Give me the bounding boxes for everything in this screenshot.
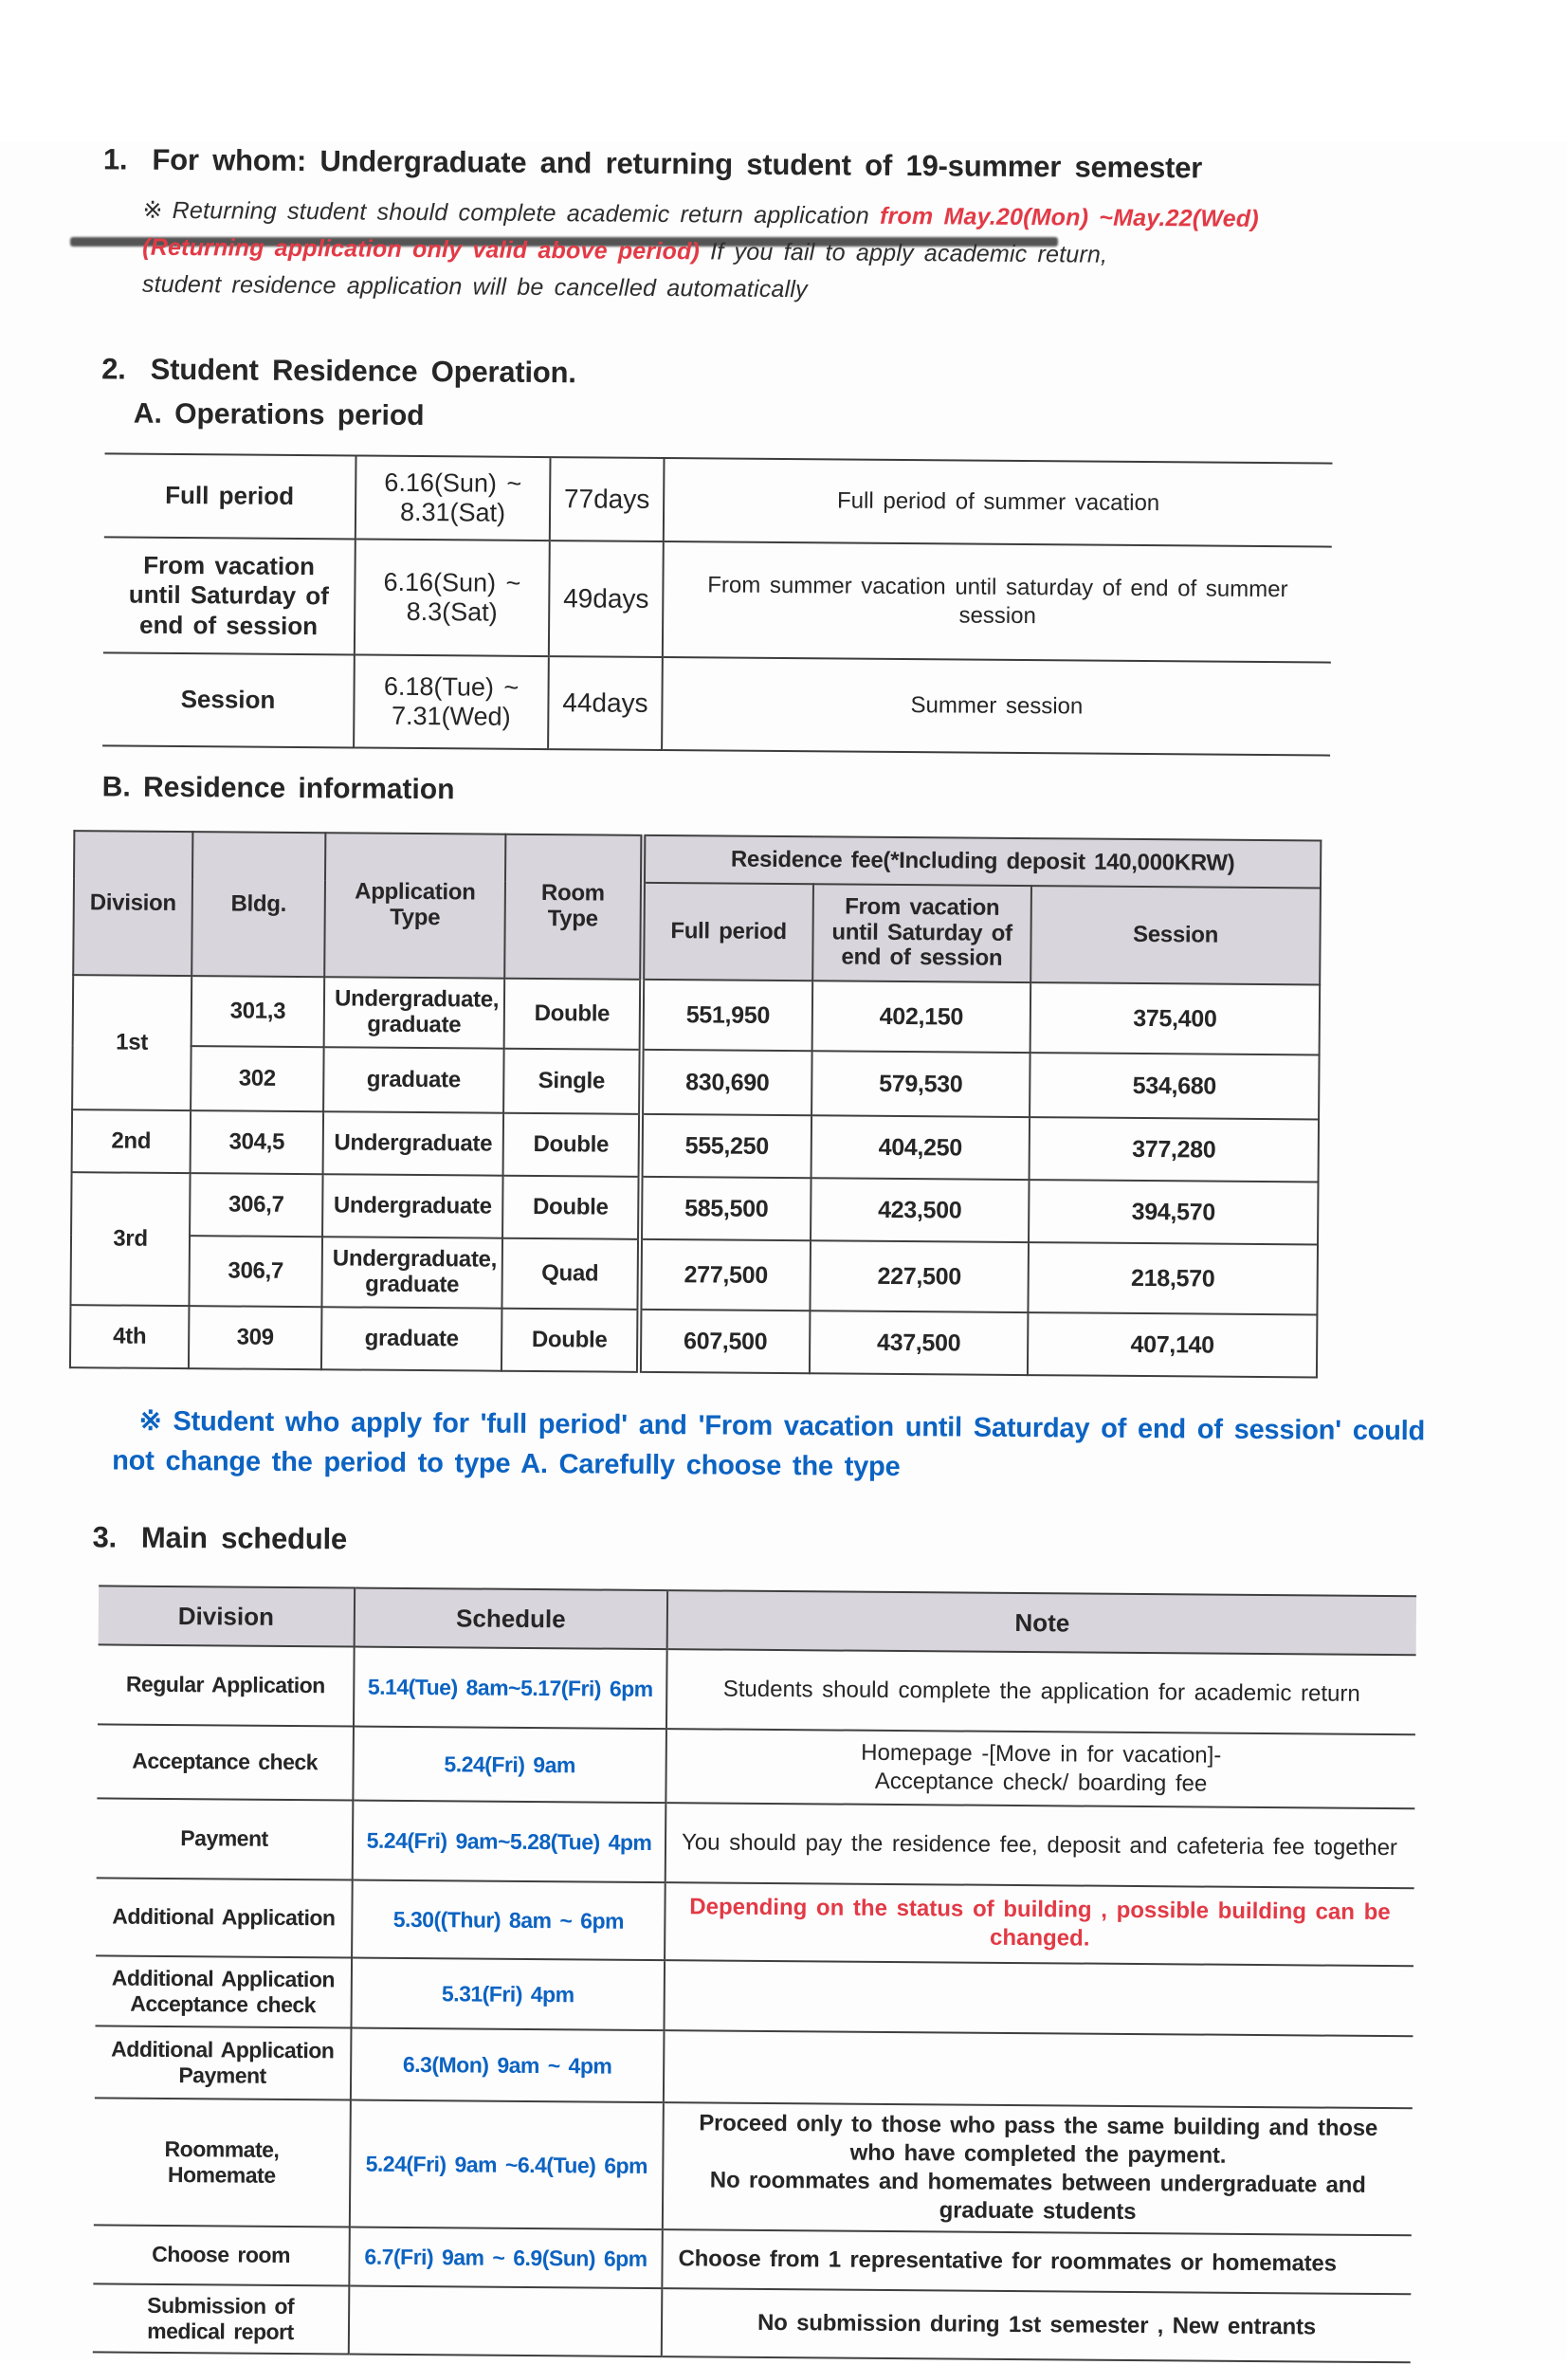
period-dates xyxy=(355,539,550,656)
room-type-cell: Double xyxy=(504,979,643,1050)
division-line1: Additional Application xyxy=(111,2036,335,2062)
schedule-cell: 5.24(Fri) 9am ~6.4(Tue) 6pm xyxy=(350,2100,664,2230)
bldg-cell: 302 xyxy=(191,1046,324,1111)
col-header-session: Session xyxy=(1030,886,1321,984)
note-cell xyxy=(664,1960,1413,2036)
division-cell xyxy=(95,2026,352,2099)
residence-row xyxy=(72,1045,1320,1119)
period-desc: Summer session xyxy=(662,657,1331,756)
note-cell: Students should complete the application for academic return xyxy=(666,1649,1416,1734)
full-period-fee: 830,690 xyxy=(641,1050,812,1115)
main-schedule-table xyxy=(93,1585,1416,2363)
room-type-cell: Single xyxy=(503,1049,642,1114)
residence-row xyxy=(70,1305,1318,1377)
division-line1: Submission of xyxy=(147,2292,295,2319)
col-header-bldg: Bldg. xyxy=(191,832,325,977)
schedule-row-additional-application xyxy=(96,1878,1414,1966)
application-type-cell: Undergraduate, graduate xyxy=(324,977,505,1048)
section3-number: 3. xyxy=(92,1520,118,1554)
operations-period-table xyxy=(102,452,1332,756)
application-type-cell: graduate xyxy=(323,1047,504,1112)
section1-number: 1. xyxy=(102,142,128,176)
note-line2-red: (Returning application only valid above period) xyxy=(142,233,701,266)
schedule-row-additional-acceptance-check xyxy=(95,1955,1413,2036)
division-cell: 4th xyxy=(70,1305,190,1368)
division-cell: Choose room xyxy=(93,2225,349,2285)
note-cell xyxy=(665,1729,1415,1808)
document-content xyxy=(0,142,1568,2365)
residence-row xyxy=(70,1235,1318,1314)
residence-row xyxy=(71,1172,1319,1244)
residence-header-group-row xyxy=(74,831,1321,888)
division-line2: Homemate xyxy=(167,2162,276,2188)
schedule-cell: 5.30((Thur) 8am ~ 6pm xyxy=(352,1880,665,1961)
note-line1: Proceed only to those who pass the same building and those who have completed the payment. xyxy=(699,2110,1378,2169)
section2-title: Student Residence Operation. xyxy=(150,352,576,390)
section3-title: Main schedule xyxy=(140,1520,348,1556)
schedule-row-medical-report xyxy=(93,2283,1412,2362)
note-cell: Choose from 1 representative for roommates or homemates xyxy=(662,2229,1411,2294)
from-vacation-fee: 227,500 xyxy=(810,1240,1029,1312)
full-period-fee: 277,500 xyxy=(639,1239,811,1311)
note-cell: You should pay the residence fee, deposit and cafeteria fee together xyxy=(665,1803,1415,1888)
dates-line1: 6.16(Sun) ~ xyxy=(384,468,522,498)
bldg-cell: 306,7 xyxy=(189,1236,322,1307)
dates-line2: 8.3(Sat) xyxy=(406,596,498,627)
col-header-application-type: Application Type xyxy=(324,833,505,978)
schedule-row-acceptance-check xyxy=(97,1724,1415,1808)
period-label: Session xyxy=(102,652,355,747)
note-line2-text: If you fail to apply academic return, xyxy=(699,238,1108,268)
schedule-header-row xyxy=(99,1586,1416,1655)
note-line-3: student residence application will be cancelled automatically xyxy=(141,270,808,303)
note-cell xyxy=(663,2102,1413,2235)
division-cell: Regular Application xyxy=(98,1644,355,1726)
full-period-fee: 555,250 xyxy=(641,1114,812,1178)
from-vacation-fee: 404,250 xyxy=(811,1115,1030,1180)
schedule-cell: 5.14(Tue) 8am~5.17(Fri) 6pm xyxy=(354,1647,667,1730)
note-line1-red-dates: from May.20(Mon) ~May.22(Wed) xyxy=(879,202,1259,232)
room-type-cell: Double xyxy=(501,1309,640,1372)
note-line2: No roommates and homemates between undergraduate and graduate students xyxy=(709,2167,1366,2226)
section1-heading xyxy=(103,142,1568,188)
division-line2: Payment xyxy=(178,2062,266,2088)
operations-row-session xyxy=(102,652,1331,755)
bldg-cell: 301,3 xyxy=(191,976,325,1047)
full-period-fee: 585,500 xyxy=(640,1177,811,1240)
division-cell xyxy=(93,2283,350,2354)
division-cell: Additional Application xyxy=(96,1878,353,1957)
division-line1: Additional Application xyxy=(111,1965,336,1991)
room-type-cell: Double xyxy=(502,1176,641,1239)
session-fee: 377,280 xyxy=(1030,1117,1320,1182)
period-label: Full period xyxy=(104,453,356,539)
division-cell xyxy=(94,2098,351,2227)
note-line1-text: Returning student should complete academic return application xyxy=(172,196,881,229)
bldg-cell: 309 xyxy=(189,1306,322,1369)
col-header-division: Division xyxy=(73,831,192,976)
division-cell: 1st xyxy=(72,975,191,1110)
label-line1: From vacation xyxy=(143,550,316,581)
room-type-cell: Double xyxy=(503,1113,642,1177)
from-vacation-fee: 437,500 xyxy=(810,1311,1029,1375)
schedule-cell: 5.31(Fri) 4pm xyxy=(351,1958,665,2031)
period-label xyxy=(103,537,356,654)
dates-line2: 8.31(Sat) xyxy=(399,497,506,527)
application-type-cell: Undergraduate, graduate xyxy=(321,1237,502,1308)
session-fee: 375,400 xyxy=(1030,982,1321,1054)
period-desc: From summer vacation until saturday of end of summer session xyxy=(663,541,1332,663)
col-header-from-vacation: From vacation until Saturday of end of session xyxy=(812,884,1031,982)
schedule-cell: 5.24(Fri) 9am~5.28(Tue) 4pm xyxy=(353,1801,666,1883)
session-fee: 394,570 xyxy=(1029,1180,1319,1244)
returning-student-note xyxy=(142,192,1568,315)
period-days: 49days xyxy=(549,541,664,657)
dates-line1: 6.16(Sun) ~ xyxy=(383,567,521,597)
bldg-cell: 306,7 xyxy=(190,1173,323,1237)
schedule-cell: 6.3(Mon) 9am ~ 4pm xyxy=(351,2028,665,2103)
dates-line2: 7.31(Wed) xyxy=(391,701,511,731)
note-line2: Acceptance check/ boarding fee xyxy=(874,1768,1208,1797)
operations-row-from-vacation xyxy=(103,537,1332,662)
section2-number: 2. xyxy=(101,352,126,386)
schedule-row-regular-application xyxy=(98,1644,1416,1734)
period-dates xyxy=(354,654,549,749)
col-header-fee-group: Residence fee(*Including deposit 140,000KRW) xyxy=(643,835,1321,889)
application-type-cell: Undergraduate xyxy=(323,1111,504,1175)
room-type-cell: Quad xyxy=(501,1238,640,1310)
col-header-room-type: Room Type xyxy=(504,834,643,980)
note-cell xyxy=(664,2030,1413,2108)
application-type-cell: graduate xyxy=(321,1307,502,1370)
period-days: 77days xyxy=(550,457,665,541)
section3-heading xyxy=(92,1520,1557,1566)
period-desc: Full period of summer vacation xyxy=(664,458,1333,547)
schedule-row-roommate-homemate xyxy=(94,2098,1413,2235)
document-page xyxy=(0,142,1567,2359)
division-cell: Acceptance check xyxy=(97,1724,354,1800)
label-line2: until Saturday of xyxy=(128,580,330,611)
dates-line1: 6.18(Tue) ~ xyxy=(383,671,520,702)
schedule-row-additional-payment xyxy=(95,2026,1413,2108)
note-cell: No submission during 1st semester , New entrants xyxy=(662,2288,1412,2362)
division-cell xyxy=(95,1955,352,2027)
from-vacation-fee: 423,500 xyxy=(811,1178,1030,1242)
session-fee: 534,680 xyxy=(1030,1053,1320,1119)
subsection-a-heading: A. Operations period xyxy=(133,397,425,432)
schedule-row-choose-room xyxy=(93,2225,1411,2294)
section1-title: For whom: Undergraduate and returning student of 19-summer semester xyxy=(152,142,1203,185)
col-header-note: Note xyxy=(667,1590,1416,1655)
division-line2: Acceptance check xyxy=(130,1990,317,2018)
from-vacation-fee: 579,530 xyxy=(811,1051,1030,1117)
from-vacation-fee: 402,150 xyxy=(812,981,1031,1053)
section2-heading xyxy=(101,352,1566,397)
note-line1: Homepage -[Move in for vacation]- xyxy=(861,1739,1222,1769)
division-line1: Roommate, xyxy=(164,2136,280,2162)
bldg-cell: 304,5 xyxy=(191,1110,324,1174)
reference-mark: ※ xyxy=(142,196,163,224)
schedule-cell xyxy=(349,2286,663,2357)
note-cell: Depending on the status of building , possible building can be changed. xyxy=(665,1882,1414,1966)
label-line3: end of session xyxy=(138,610,319,640)
operations-row-full-period xyxy=(104,453,1333,546)
full-period-fee: 607,500 xyxy=(639,1310,811,1373)
schedule-cell: 6.7(Fri) 9am ~ 6.9(Sun) 6pm xyxy=(349,2228,662,2289)
col-header-full-period: Full period xyxy=(642,883,813,981)
residence-information-table xyxy=(69,830,1322,1378)
period-change-warning: ※ Student who apply for 'full period' and 'From vacation until Saturday of end of session' could not change the period to type A. Carefully choose the type xyxy=(112,1405,1426,1483)
col-header-schedule: Schedule xyxy=(355,1588,667,1650)
division-line2: medical report xyxy=(147,2318,294,2345)
schedule-cell: 5.24(Fri) 9am xyxy=(353,1727,666,1804)
division-cell: 3rd xyxy=(70,1172,190,1306)
period-dates xyxy=(356,455,551,541)
schedule-row-payment xyxy=(97,1798,1415,1888)
session-fee: 218,570 xyxy=(1028,1242,1318,1314)
full-period-fee: 551,950 xyxy=(642,980,813,1051)
residence-row xyxy=(72,1109,1320,1182)
session-fee: 407,140 xyxy=(1028,1312,1318,1377)
division-cell: 2nd xyxy=(72,1109,191,1173)
residence-row xyxy=(73,975,1321,1054)
division-cell: Payment xyxy=(97,1798,354,1879)
subsection-b-heading: B. Residence information xyxy=(101,771,455,806)
col-header-division: Division xyxy=(99,1586,355,1646)
application-type-cell: Undergraduate xyxy=(322,1174,503,1238)
period-days: 44days xyxy=(548,656,663,750)
